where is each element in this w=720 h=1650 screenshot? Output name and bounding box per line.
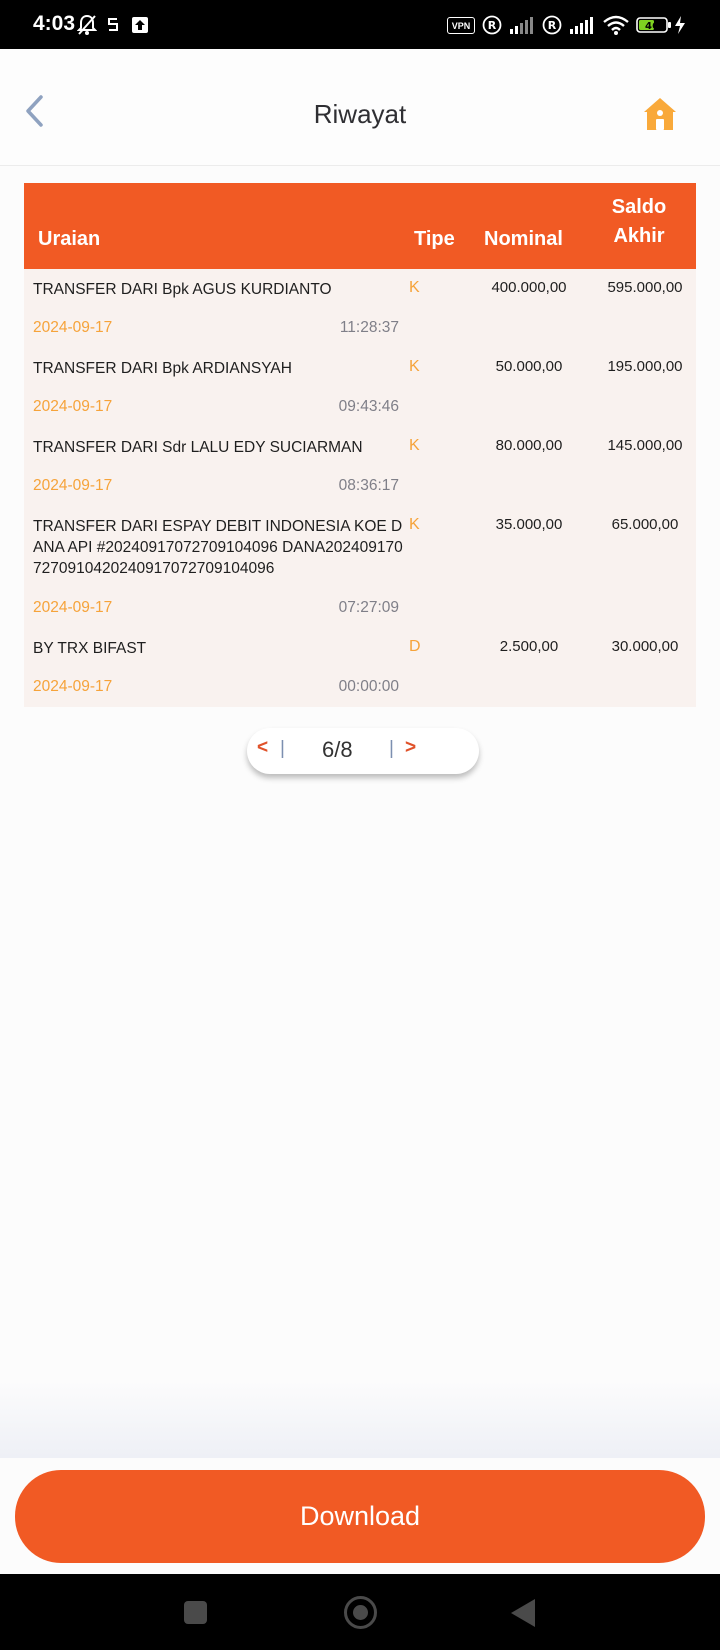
row-description: BY TRX BIFAST [33, 640, 147, 657]
svg-text:46: 46 [645, 20, 659, 32]
home-icon [641, 95, 679, 133]
row-type: K [409, 358, 420, 375]
row-saldo: 145.000,00 [607, 437, 683, 454]
table-row[interactable] [24, 348, 696, 427]
table-header [24, 183, 696, 269]
pagination-separator: | [280, 738, 285, 759]
row-date: 2024-09-17 [33, 398, 113, 415]
header-uraian: Uraian [38, 228, 101, 250]
table-row[interactable] [24, 628, 696, 707]
bell-muted-icon [77, 0, 97, 49]
row-nominal: 2.500,00 [499, 638, 559, 655]
battery-icon [636, 0, 672, 49]
next-page-button[interactable]: > [405, 737, 417, 758]
row-nominal: 400.000,00 [491, 279, 567, 296]
row-date: 2024-09-17 [33, 477, 113, 494]
row-type: K [409, 279, 420, 296]
svg-text:R: R [487, 18, 497, 32]
status-bar [0, 0, 720, 49]
row-date: 2024-09-17 [33, 678, 113, 695]
wifi-icon [603, 0, 629, 49]
app-header [0, 49, 720, 166]
row-nominal: 50.000,00 [495, 358, 563, 375]
pagination [247, 728, 479, 774]
header-saldo-akhir: Saldo Akhir [611, 196, 667, 247]
row-nominal: 35.000,00 [495, 516, 563, 533]
row-time: 11:28:37 [339, 319, 399, 336]
pagination-separator: | [389, 738, 394, 759]
sync-icon [105, 0, 121, 49]
charging-icon [674, 0, 686, 49]
row-description: TRANSFER DARI Bpk AGUS KURDIANTO [33, 281, 332, 298]
home-nav-button[interactable] [344, 1596, 377, 1629]
vpn-badge: VPN [447, 17, 475, 34]
row-saldo: 595.000,00 [607, 279, 683, 296]
upload-icon [131, 0, 149, 49]
row-description: TRANSFER DARI Sdr LALU EDY SUCIARMAN [33, 439, 363, 456]
row-description: TRANSFER DARI Bpk ARDIANSYAH [33, 360, 292, 377]
row-date: 2024-09-17 [33, 599, 113, 616]
back-nav-button[interactable] [511, 1599, 535, 1627]
row-time: 09:43:46 [338, 398, 399, 415]
table-body [24, 269, 696, 707]
row-type: K [409, 437, 420, 454]
row-date: 2024-09-17 [33, 319, 113, 336]
row-saldo: 30.000,00 [611, 638, 679, 655]
row-saldo: 195.000,00 [607, 358, 683, 375]
row-type: D [409, 638, 421, 655]
table-row[interactable] [24, 427, 696, 506]
system-nav-bar [0, 1574, 720, 1650]
row-nominal: 80.000,00 [495, 437, 563, 454]
download-button[interactable]: Download [15, 1470, 705, 1563]
signal-icon [509, 0, 535, 49]
home-button[interactable] [641, 95, 679, 133]
header-nominal: Nominal [484, 228, 563, 250]
recents-button[interactable] [184, 1601, 207, 1624]
row-type: K [409, 516, 420, 533]
header-tipe: Tipe [414, 228, 455, 250]
row-time: 07:27:09 [338, 599, 399, 616]
prev-page-button[interactable]: < [257, 737, 269, 758]
row-time: 00:00:00 [338, 678, 399, 695]
table-row[interactable] [24, 269, 696, 348]
roaming-icon [482, 0, 502, 49]
signal-icon-2 [569, 0, 595, 49]
roaming-icon-2 [542, 0, 562, 49]
svg-text:R: R [547, 18, 557, 32]
page-indicator: 6/8 [322, 737, 353, 762]
page-title: Riwayat [313, 99, 407, 129]
status-time: 4:03 [33, 12, 76, 35]
history-table [24, 183, 696, 707]
row-saldo: 65.000,00 [611, 516, 679, 533]
row-time: 08:36:17 [338, 477, 399, 494]
row-description: TRANSFER DARI ESPAY DEBIT INDONESIA KOE DANA API #20240917072709104096 DANA20240917072709104202409170727091040​96 [33, 518, 403, 577]
bottom-fade [0, 1380, 720, 1458]
table-row[interactable] [24, 506, 696, 628]
